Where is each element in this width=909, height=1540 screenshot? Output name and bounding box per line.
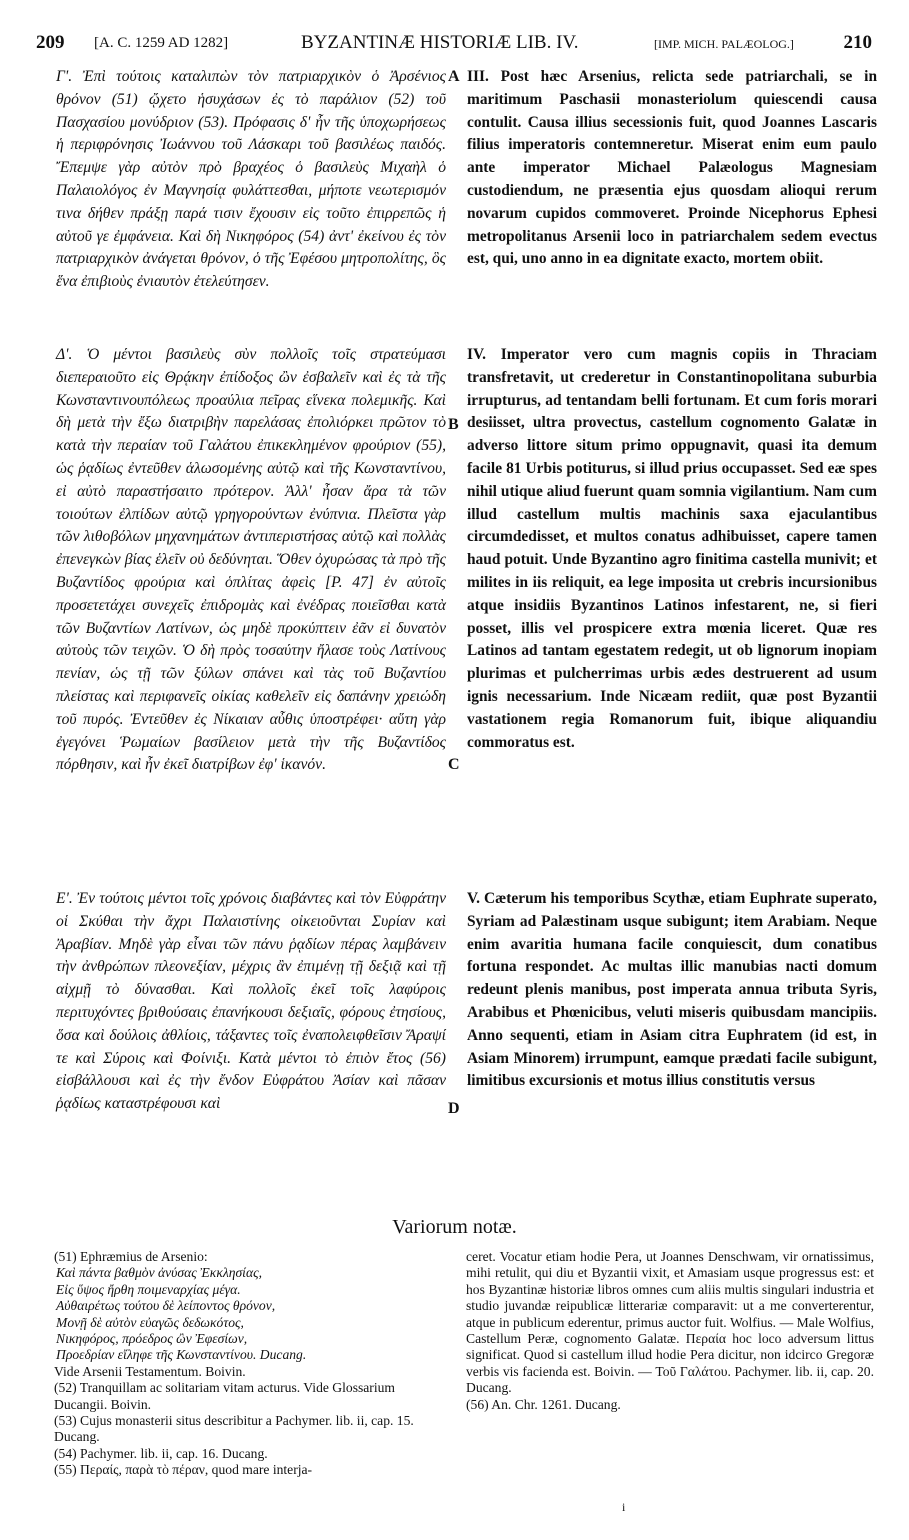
margin-marker-b: B	[448, 416, 459, 433]
note-55: (55) Περαίς, παρὰ τὸ πέραν, quod mare interja-	[54, 1462, 313, 1478]
greek-paragraph-3: Γ'. Ἐπὶ τούτοις καταλιπὼν τὸν πατριαρχικὸν ὁ Ἀρσένιος θρόνον (51) ᾤχετο ἡσυχάσων ἐς τὸ παράλιον (52) τοῦ Πασχασίου μονύδριον (53). Πρόφασις δ' ἦν τῆς ὑποχωρήσεως ἡ περιφρόνησις Ἰωάννου τοῦ Λάσκαρι τοῦ βασιλέως παιδός. Ἔπεμψε γὰρ αὐτὸν πρὸ βραχέος ὁ βασιλεὺς Μιχαὴλ ὁ Παλαιολόγος ἐν Μαγνησίᾳ φυλάττεσθαι, μήποτε νεωτερισμόν τινα δήθεν πράξῃ παρά τισιν ἔχουσιν εἰς τοῦτο ἐπιρρεπῶς ἡ αὐτοῦ γε ἐμφάνεια. Καὶ δὴ Νικηφόρος (54) ἀντ' ἐκείνου ἐς τὸν πατριαρχικὸν ἀνάγεται θρόνον, ὁ τῆς Ἐφέσου μητροπολίτης, ὃς ἕνα ἐπιβιοὺς ἐνιαυτὸν ἐτελεύτησεν.	[56, 68, 446, 291]
note-51-intro: (51) Ephræmius de Arsenio:	[54, 1249, 208, 1264]
page-header	[36, 32, 872, 56]
margin-marker-a: A	[448, 68, 460, 85]
notes-heading: Variorum notæ.	[392, 1216, 517, 1238]
latin-paragraph-3: III. Post hæc Arsenius, relicta sede patriarchali, se in maritimum Paschasii monasteriolum quiescendi causa contulit. Causa illius secessionis fuit, quod Joannes Lascaris filius imperatoris contemneretur. Miserat enim eum paulo ante imperator Michael Palæologus Magnesiam custodiendum, ne præsentia ejus quosdam alioqui rerum novarum cupidos commoveret. Proinde Nicephorus Ephesi metropolitanus Arsenii loco in patriarchalem sedem evectus est, qui, uno anno in ea dignitate exacto, mortem obiit.	[467, 68, 877, 268]
latin-column	[467, 66, 877, 1093]
greek-paragraph-5: Ε'. Ἐν τούτοις μέντοι τοῖς χρόνοις διαβάντες καὶ τὸν Εὐφράτην οἱ Σκύθαι τὴν ἄχρι Παλαιστίνης οἰκειοῦνται Συρίαν καὶ Ἀραβίαν. Μηδὲ γὰρ εἶναι τῶν πάνυ ῥᾳδίων πέρας λαμβάνειν τὴν ἀνθρώπων πλεονεξίαν, μέχρις ἂν ἐπιμένῃ τῇ δεξιᾷ καὶ τῇ αἰχμῇ τὸ δύνασθαι. Καὶ πολλοῖς ἐκεῖ τοῖς λαφύροις περιτυχόντες βριθούσαις ἐπανήκουσι δεξιαῖς, φόρους ἐτησίους, ὅσα καὶ δούλοις ἀθλίοις, τάξαντες τοῖς ἐναπολειφθεῖσιν Ἄραψί τε καὶ Σύροις καὶ Φοίνιξι. Κατὰ μέντοι τὸ ἐπιὸν ἔτος (56) εἰσβάλλουσι καὶ ἐς τὴν ἔνδον Εὐφράτου Ἀσίαν καὶ πᾶσαν ῥᾳδίως καταστρέφουσι καὶ	[56, 890, 446, 1113]
note-51-verse-1: Καὶ πάντα βαθμὸν ἀνύσας Ἐκκλησίας,	[56, 1265, 263, 1281]
footer-mark: i	[622, 1500, 626, 1514]
note-53: (53) Cujus monasterii situs describitur a Pachymer. lib. ii, cap. 15. Ducang.	[54, 1413, 414, 1445]
note-51-verse-3: Αὐθαιρέτως τούτου δὲ λείποντος θρόνον,	[56, 1298, 276, 1314]
running-title: BYZANTINÆ HISTORIÆ LIB. IV.	[301, 32, 579, 53]
note-54: (54) Pachymer. lib. ii, cap. 16. Ducang.	[54, 1445, 268, 1461]
note-55-continued: ceret. Vocatur etiam hodie Pera, ut Joannes Denschwam, vir ornatissimus, mihi retulit, qui diu et Byzantii vixit, et Amasiam usque progressus est: et hos Byzantinæ historiæ libros omnes cum aliis multis singulari industria et studio juvandæ reipublicæ litterariæ comparavit: ut a me converterentur, atque in publicum ederentur, primus auctor fuit. Wolfius. — Male Wolfius, Castellum Peræ, cognomento Galatæ. Περαία hoc loco adversum littus significat. Quod si castellum illud hodie Pera dicitur, non idcirco Gregoræ verbis vis facienda est. Boivin. — Τοῦ Γαλάτου. Pachymer. lib. ii, cap. 20. Ducang.	[466, 1249, 874, 1396]
margin-marker-c: C	[448, 756, 460, 773]
header-date: [A. C. 1259 AD 1282]	[94, 35, 229, 51]
note-52: (52) Tranquillam ac solitariam vitam acturus. Vide Glossarium Ducangii. Boivin.	[54, 1380, 395, 1412]
header-emperor-tag: [IMP. MICH. PALÆOLOG.]	[654, 37, 794, 51]
left-page-number: 209	[36, 32, 65, 53]
latin-paragraph-4: IV. Imperator vero cum magnis copiis in Thraciam transfretavit, ut crederetur in Constantinopolitana suburbia irrupturus, ad tentandam belli fortunam. Et cum foris morari desiisset, ultra provectus, castellum cognomento Galatæ in adverso littore situm primo oppugnavit, quasi ita demum facile 81 Urbis potiturus, si illud prius occupasset. Sed eæ spes nihil utique aliud fuerunt quam somnia vigilantium. Nam cum illud castellum multis machinis saxa ejaculantibus circumdedisset, et multos conatus adhibuisset, capere tamen haud potuit. Unde Byzantino agro finitima castella munivit; et milites in iis reliquit, ea lege imposita ut crebris incursionibus atque insidiis Byzantinos Latinos infestarent, ne, si fieri posset, illis vel prospicere extra mœnia liceret. Quæ res Latinos ad tantam egestatem redegit, ut ob lignorum inopiam plurimas et pulcherrimas urbis ædes destruerent ad usum ignis necessarium. Inde Nicæam rediit, quæ post Byzantii vastationem regia Romanorum fuit, ibique aliquandiu commoratus est.	[467, 346, 877, 751]
note-56: (56) An. Chr. 1261. Ducang.	[466, 1396, 621, 1412]
note-51-verse-5: Νικηφόρος, πρόεδρος ὢν Ἐφεσίων,	[56, 1331, 248, 1347]
latin-paragraph-5: V. Cæterum his temporibus Scythæ, etiam Euphrate superato, Syriam ad Palæstinam usque subigunt; item Arabiam. Neque enim avaritia humana facile conquiescit, dum conatibus fortuna respondet. Ac multas illic manubias nacti domum redeunt plenis manibus, post imperata annua tributa Syris, Arabibus et Phœnicibus, veluti miseris quibusdam mancipiis. Anno sequenti, etiam in Asiam citra Euphratem (id est, in Asiam Minorem) irrumpunt, eamque prædati facile subigunt, limitibus excursionis et motus illius constitutis versus	[467, 890, 877, 1090]
note-51-end: Vide Arsenii Testamentum. Boivin.	[54, 1363, 246, 1379]
right-page-number: 210	[843, 32, 872, 53]
greek-column	[56, 66, 446, 1116]
notes-left-column	[54, 1249, 444, 1479]
greek-paragraph-4: Δ'. Ὁ μέντοι βασιλεὺς σὺν πολλοῖς τοῖς στρατεύμασι διεπεραιοῦτο εἰς Θρᾴκην ἐπίδοξος ὢν ἐσβαλεῖν καὶ ἐς τὰ τῆς Κωνσταντινουπόλεως προαύλια πεῖρας εἵνεκα πολεμικῆς. Καὶ δὴ μετὰ τὴν ἔξω διατριβὴν παρελάσας ἐπολιόρκει πρῶτον τὸ κατὰ τὴν περαίαν τοῦ Γαλάτου ἐπικεκλημένον φρούριον (55), ὡς ῥᾳδίως ἐντεῦθεν ἁλωσομένης αὐτῷ καὶ τῆς Κωνσταντίνου, εἰ αὐτὸ παραστήσαιτο πρότερον. Ἀλλ' ἦσαν ἄρα τὰ τῶν τοιούτων ἐλπίδων αὐτῷ γρηγορούντων ἐνύπνια. Πλεῖστα γὰρ τῶν λιθοβόλων μηχανημάτων ἀντιπεριστήσας αὐτῷ καὶ πολλὰς ἐπενεγκὼν βίας ἑλεῖν οὐ δεδύνηται. Ὅθεν ὀχυρώσας τὰ πρὸ τῆς Βυζαντίδος φρούρια καὶ ὁπλίτας ἀφεὶς [P. 47] ἐν αὐτοῖς προσετετάχει συνεχεῖς ἐπιδρομὰς καὶ ἐνέδρας ποιεῖσθαι κατὰ τῶν Βυζαντίων Λατίνων, ὡς μηδὲ προκύπτειν ἐᾶν εἰ δυνατὸν αὐτοὺς τῶν τειχῶν. Ὁ δὴ πρὸς τοσαύτην ἤλασε τοὺς Λατίνους πενίαν, ὡς τῇ τῶν ξύλων σπάνει καὶ τὰς τοῦ Βυζαντίου πλείστας καὶ περιφανεῖς οἰκίας καθελεῖν εἰς δαπάνην χρειώδη τοῦ πυρός. Ἐντεῦθεν ἐς Νίκαιαν αὖθις ὑποστρέφει· αὕτη γὰρ ἐγεγόνει Ῥωμαίων βασίλειον μετὰ τὴν τῆς Βυζαντίδος πόρθησιν, καὶ ἦν ἐκεῖ διατρίβων ἐφ' ἱκανόν.	[56, 346, 446, 774]
margin-marker-d: D	[448, 1100, 460, 1117]
note-51-verse-4: Μονῇ δὲ αὐτὸν εὐαγῶς δεδωκότος,	[56, 1314, 244, 1330]
note-51-verse-6: Προεδρίαν εἴληφε τῆς Κωνσταντίνου. Ducang.	[56, 1347, 307, 1363]
note-51-verse-2: Εἰς ὕψος ἤρθη ποιμεναρχίας μέγα.	[56, 1281, 241, 1297]
notes-right-column	[466, 1249, 874, 1413]
